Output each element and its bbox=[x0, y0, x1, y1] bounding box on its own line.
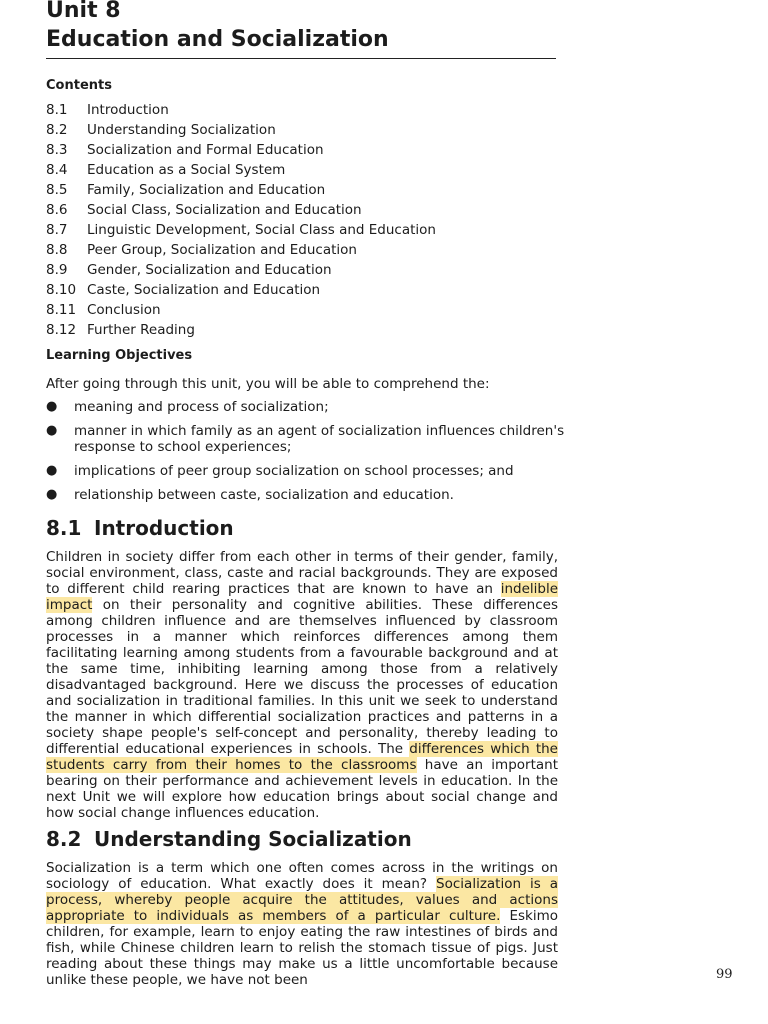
objective-item bbox=[46, 423, 566, 455]
learning-objectives-intro: After going through this unit, you will be able to comprehend the: bbox=[46, 376, 490, 392]
introduction-paragraph bbox=[46, 549, 558, 821]
socialization-paragraph bbox=[46, 860, 558, 988]
toc-label: Caste, Socialization and Education bbox=[87, 282, 321, 298]
highlighted-text: differences which the students carry from their homes to the classrooms bbox=[46, 741, 558, 773]
toc-number: 8.11 bbox=[46, 302, 77, 318]
highlighted-text: Socialization is a process, whereby people acquire the attitudes, values and actions appropriate to individuals as members of a particular culture. bbox=[46, 876, 558, 924]
toc-label: Peer Group, Socialization and Education bbox=[87, 242, 357, 258]
objective-text: meaning and process of socialization; bbox=[74, 399, 329, 415]
toc-number: 8.10 bbox=[46, 282, 77, 298]
toc-number: 8.2 bbox=[46, 122, 68, 138]
contents-heading: Contents bbox=[46, 78, 112, 93]
bullet-icon: ● bbox=[46, 423, 58, 438]
toc-number: 8.4 bbox=[46, 162, 68, 178]
toc-label: Education as a Social System bbox=[87, 162, 286, 178]
objective-item bbox=[46, 463, 566, 479]
toc-item bbox=[46, 101, 436, 121]
toc-number: 8.12 bbox=[46, 322, 77, 338]
objective-text: relationship between caste, socialization and education. bbox=[74, 487, 454, 503]
toc-number: 8.6 bbox=[46, 202, 68, 218]
section-title: Understanding Socialization bbox=[94, 827, 412, 851]
toc-number: 8.5 bbox=[46, 182, 68, 198]
toc-label: Social Class, Socialization and Education bbox=[87, 202, 362, 218]
section-title: Introduction bbox=[94, 516, 234, 540]
page-number: 99 bbox=[716, 967, 733, 982]
toc-item bbox=[46, 201, 436, 221]
paragraph-text: on their personality and cognitive abilities. These differences among children influence and are themselves influenced by classroom processes in a manner which reinforces differences among them facilitating learning among students from a favourable background and at the same time, inhibiting learning among those from a relatively disadvantaged background. Here we discuss the processes of education and socialization in traditional families. In this unit we seek to understand the manner in which differential socialization practices and patterns in a society shape people's self-concept and personality, thereby leading to differential educational experiences in schools. The bbox=[46, 597, 558, 757]
section-heading-introduction bbox=[46, 515, 234, 541]
objective-text: manner in which family as an agent of socialization influences children's response to school experiences; bbox=[74, 423, 565, 455]
page-title: Education and Socialization bbox=[46, 27, 389, 52]
bullet-icon: ● bbox=[46, 487, 58, 502]
table-of-contents bbox=[46, 101, 436, 341]
section-heading-understanding-socialization bbox=[46, 826, 412, 852]
toc-label: Further Reading bbox=[87, 322, 195, 338]
toc-item bbox=[46, 281, 436, 301]
title-divider bbox=[46, 58, 556, 59]
toc-number: 8.7 bbox=[46, 222, 68, 238]
toc-item bbox=[46, 141, 436, 161]
unit-label: Unit 8 bbox=[46, 0, 121, 23]
paragraph-text: Eskimo children, for example, learn to enjoy eating the raw intestines of birds and fish, while Chinese children learn to relish the stomach tissue of pigs. Just reading about these things may make us a little uncomfortable because unlike these people, we have not been bbox=[46, 908, 558, 988]
toc-item bbox=[46, 181, 436, 201]
learning-objectives-list bbox=[46, 399, 566, 511]
bullet-icon: ● bbox=[46, 463, 58, 478]
toc-label: Gender, Socialization and Education bbox=[87, 262, 332, 278]
toc-item bbox=[46, 121, 436, 141]
toc-item bbox=[46, 161, 436, 181]
objective-text: implications of peer group socialization on school processes; and bbox=[74, 463, 514, 479]
paragraph-text: Children in society differ from each other in terms of their gender, family, social environment, class, caste and racial backgrounds. They are exposed to different child rearing practices that are known to have an bbox=[46, 549, 558, 597]
toc-number: 8.8 bbox=[46, 242, 68, 258]
paragraph-text: have an important bearing on their performance and achievement levels in education. In the next Unit we will explore how education brings about social change and how social change influences education. bbox=[46, 757, 558, 821]
toc-number: 8.3 bbox=[46, 142, 68, 158]
section-number: 8.2 bbox=[46, 827, 82, 851]
paragraph-text: Socialization is a term which one often comes across in the writings on sociology of education. What exactly does it mean? bbox=[46, 860, 558, 892]
toc-label: Introduction bbox=[87, 102, 169, 118]
bullet-icon: ● bbox=[46, 399, 58, 414]
toc-number: 8.1 bbox=[46, 102, 68, 118]
toc-label: Linguistic Development, Social Class and Education bbox=[87, 222, 436, 238]
toc-number: 8.9 bbox=[46, 262, 68, 278]
toc-item bbox=[46, 261, 436, 281]
objective-item bbox=[46, 487, 566, 503]
objective-item bbox=[46, 399, 566, 415]
toc-item bbox=[46, 321, 436, 341]
section-number: 8.1 bbox=[46, 516, 82, 540]
highlighted-text: indelible impact bbox=[46, 581, 558, 613]
toc-label: Understanding Socialization bbox=[87, 122, 276, 138]
toc-item bbox=[46, 221, 436, 241]
toc-item bbox=[46, 241, 436, 261]
learning-objectives-heading: Learning Objectives bbox=[46, 348, 193, 363]
toc-label: Family, Socialization and Education bbox=[87, 182, 326, 198]
toc-item bbox=[46, 301, 436, 321]
toc-label: Socialization and Formal Education bbox=[87, 142, 324, 158]
toc-label: Conclusion bbox=[87, 302, 161, 318]
